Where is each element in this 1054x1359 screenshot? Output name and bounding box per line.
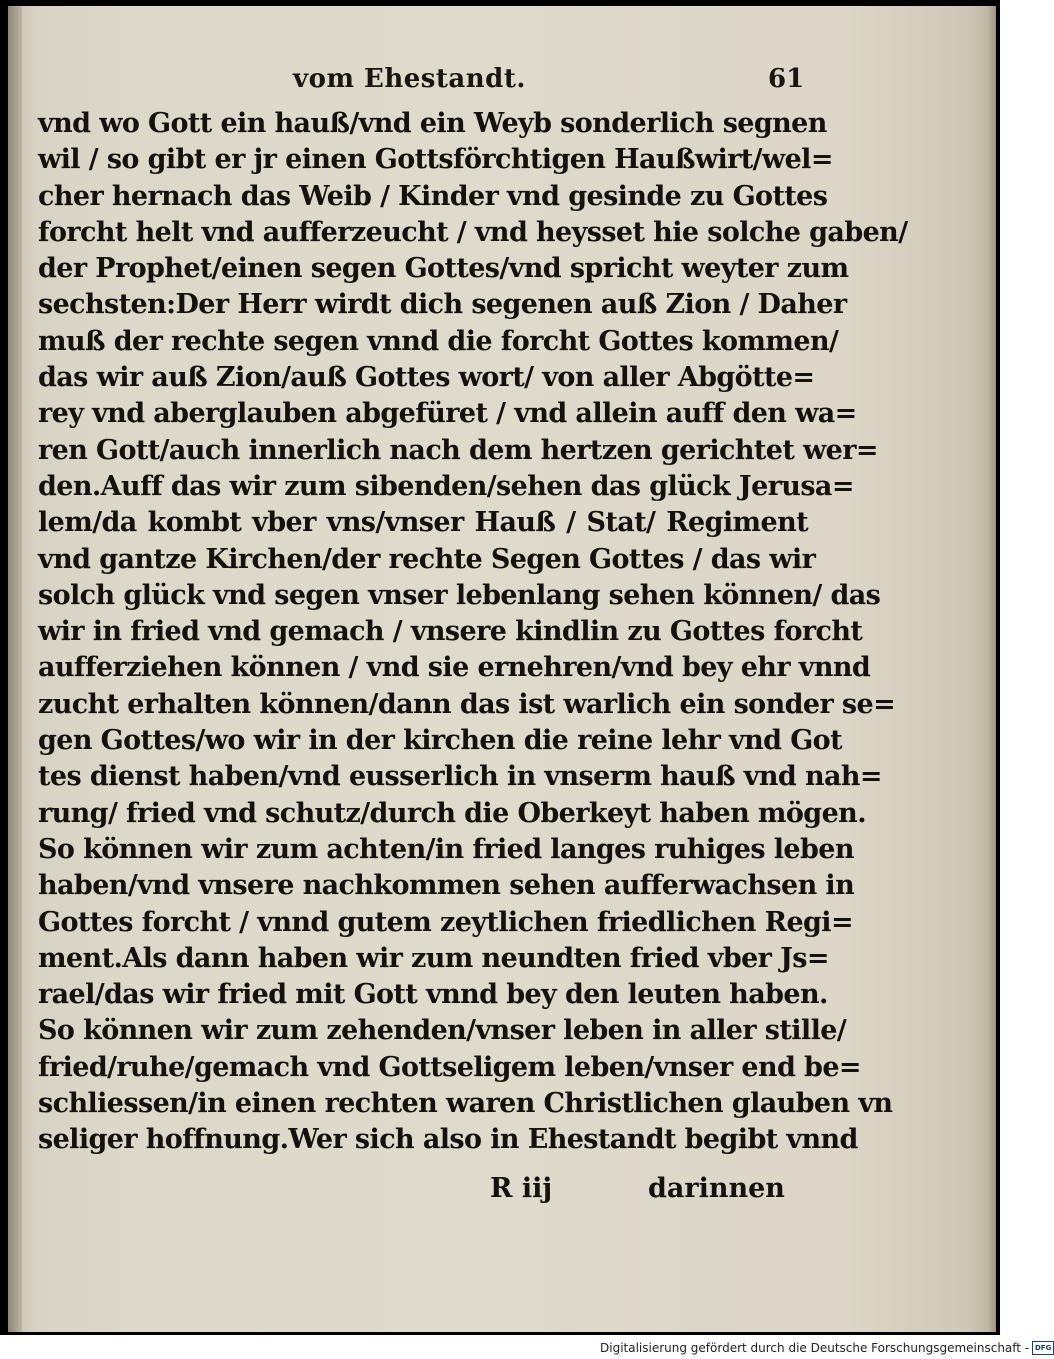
page-text <box>38 106 908 1159</box>
running-head: vom Ehestandt. <box>293 64 526 94</box>
text-line: seliger hoffnung.Wer sich also in Ehestandt begibt vnnd <box>38 1124 858 1156</box>
signature-mark: R iij <box>490 1173 553 1204</box>
text-line: der Prophet/einen segen Gottes/vnd spricht weyter zum <box>38 253 849 285</box>
text-line: wir in fried vnd gemach / vnsere kindlin zu Gottes forcht <box>38 616 863 648</box>
text-line: fried/ruhe/gemach vnd Gottseligem leben/vnser end be= <box>38 1051 861 1083</box>
text-line: lem/da kombt vber vns/vnser Hauß / Stat/ Regiment <box>38 507 808 539</box>
text-line: sechsten:Der Herr wirdt dich segenen auß Zion / Daher <box>38 289 847 321</box>
text-line: solch glück vnd segen vnser lebenlang sehen können/ das <box>38 579 881 611</box>
text-line: rey vnd aberglauben abgefüret / vnd allein auff den wa= <box>38 398 857 430</box>
book-page <box>8 6 996 1332</box>
text-line: haben/vnd vnsere nachkommen sehen aufferwachsen in <box>38 870 855 902</box>
text-line: gen Gottes/wo wir in der kirchen die reine lehr vnd Got <box>38 725 842 757</box>
dfg-logo-icon: DFG <box>1032 1341 1054 1355</box>
text-line: den.Auff das wir zum sibenden/sehen das glück Jerusa= <box>38 470 854 502</box>
text-line: ment.Als dann haben wir zum neundten fried vber Js= <box>38 942 829 974</box>
text-line: forcht helt vnd aufferzeucht / vnd heysset hie solche gaben/ <box>38 216 908 248</box>
credit-text: Digitalisierung gefördert durch die Deutsche Forschungsgemeinschaft - <box>600 1341 1030 1355</box>
text-line: So können wir zum achten/in fried langes ruhiges leben <box>38 833 854 865</box>
text-line: das wir auß Zion/auß Gottes wort/ von aller Abgötte= <box>38 362 815 394</box>
text-line: ren Gott/auch innerlich nach dem hertzen gerichtet wer= <box>38 434 878 466</box>
catchword: darinnen <box>648 1173 785 1204</box>
text-line: zucht erhalten können/dann das ist warlich ein sonder se= <box>38 688 896 720</box>
text-line: cher hernach das Weib / Kinder vnd gesinde zu Gottes <box>38 180 828 212</box>
page-number: 61 <box>768 64 805 94</box>
text-line: wil / so gibt er jr einen Gottsförchtigen Haußwirt/wel= <box>38 144 833 176</box>
text-line: aufferziehen können / vnd sie ernehren/vnd bey ehr vnnd <box>38 652 871 684</box>
text-line: tes dienst haben/vnd eusserlich in vnserm hauß vnd nah= <box>38 761 882 793</box>
text-line: vnd gantze Kirchen/der rechte Segen Gottes / das wir <box>38 543 816 575</box>
text-line: rael/das wir fried mit Gott vnnd bey den leuten haben. <box>38 979 828 1011</box>
text-line: Gottes forcht / vnnd gutem zeytlichen friedlichen Regi= <box>38 906 853 938</box>
text-line: schliessen/in einen rechten waren Christlichen glauben vn <box>38 1088 893 1120</box>
text-line: rung/ fried vnd schutz/durch die Oberkeyt haben mögen. <box>38 797 866 829</box>
text-line: muß der rechte segen vnnd die forcht Gottes kommen/ <box>38 325 839 357</box>
funding-credit <box>600 1339 1054 1357</box>
text-line: So können wir zum zehenden/vnser leben in aller stille/ <box>38 1015 847 1047</box>
text-line: vnd wo Gott ein hauß/vnd ein Weyb sonderlich segnen <box>38 108 827 139</box>
page-footer <box>8 1171 996 1211</box>
page-header <box>8 58 996 106</box>
